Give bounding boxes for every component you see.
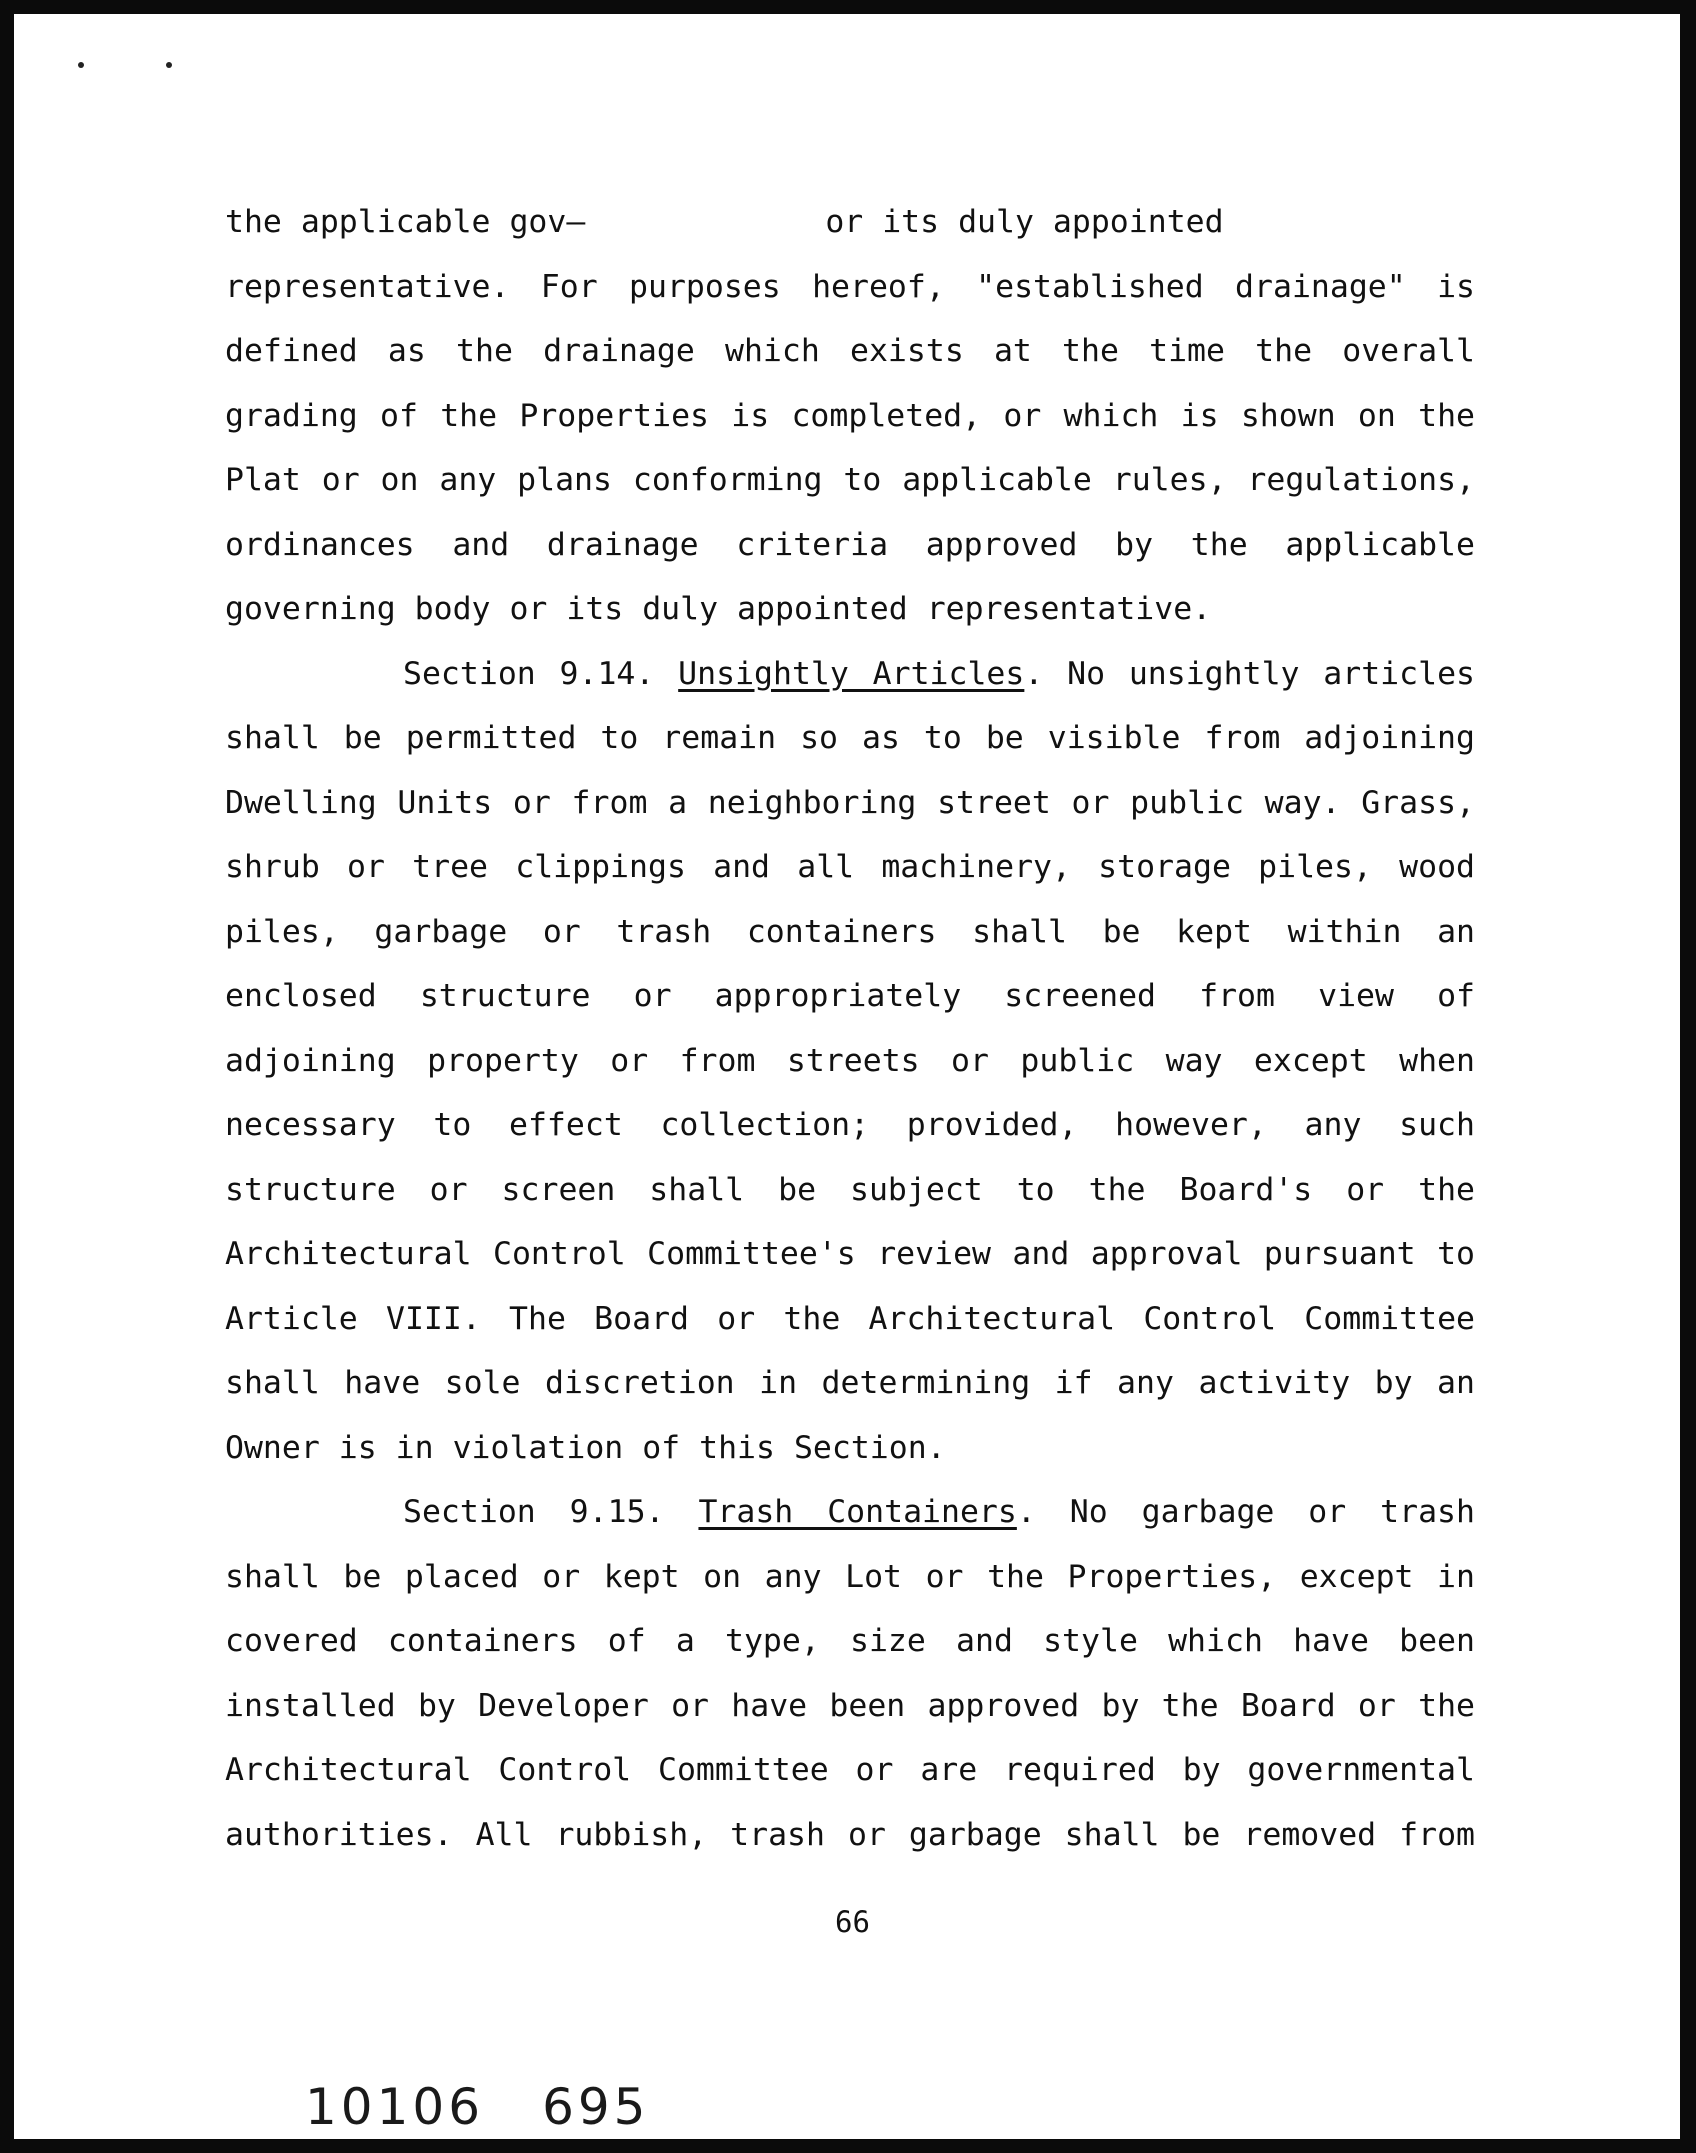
section-title: Trash Containers bbox=[698, 1494, 1017, 1530]
text-line: Architectural Control Committee's review and approval pursuant to bbox=[225, 1236, 1475, 1272]
scan-border-right bbox=[1680, 0, 1696, 2153]
text-line: shrub or tree clippings and all machinery, storage piles, wood bbox=[225, 849, 1475, 885]
text-fragment: or its duly appointed bbox=[825, 204, 1224, 240]
scan-speck bbox=[78, 62, 84, 68]
text-line: representative. For purposes hereof, "established drainage" is bbox=[225, 268, 1475, 305]
scan-border-top bbox=[0, 0, 1696, 14]
text-line bbox=[225, 190, 1475, 255]
text-line: ordinances and drainage criteria approved by the applicable bbox=[225, 526, 1475, 563]
stamp-book-number: 10106 bbox=[305, 2078, 485, 2136]
text-line: Architectural Control Committee or are required by governmental bbox=[225, 1752, 1475, 1788]
text-line: shall be permitted to remain so as to be visible from adjoining bbox=[225, 720, 1475, 756]
book-page-stamp bbox=[305, 2078, 650, 2136]
text-line: piles, garbage or trash containers shall be kept within an bbox=[225, 913, 1475, 950]
text-line: Dwelling Units or from a neighboring street or public way. Grass, bbox=[225, 784, 1475, 821]
text-line: Plat or on any plans conforming to applicable rules, regulations, bbox=[225, 462, 1475, 498]
text-line: defined as the drainage which exists at the time the overall bbox=[225, 333, 1475, 369]
section-number: Section 9.15. bbox=[403, 1494, 665, 1530]
section-number: Section 9.14. bbox=[403, 655, 655, 692]
document-body bbox=[225, 190, 1475, 1867]
scan-speck bbox=[166, 62, 172, 68]
text-line: shall be placed or kept on any Lot or the Properties, except in bbox=[225, 1558, 1475, 1595]
scan-border-bottom bbox=[0, 2139, 1696, 2153]
text-line: shall have sole discretion in determining if any activity by an bbox=[225, 1365, 1475, 1401]
text-line: necessary to effect collection; provided, however, any such bbox=[225, 1107, 1475, 1143]
text-line: installed by Developer or have been approved by the Board or the bbox=[225, 1687, 1475, 1724]
text-line: structure or screen shall be subject to the Board's or the bbox=[225, 1171, 1475, 1208]
text-line: adjoining property or from streets or public way except when bbox=[225, 1042, 1475, 1079]
section-title: Unsightly Articles bbox=[678, 655, 1025, 692]
text-line: Article VIII. The Board or the Architectural Control Committee bbox=[225, 1300, 1475, 1337]
text-line: authorities. All rubbish, trash or garbage shall be removed from bbox=[225, 1816, 1475, 1853]
section-lead: . No garbage or trash bbox=[1016, 1494, 1475, 1530]
text-line: grading of the Properties is completed, or which is shown on the bbox=[225, 397, 1475, 434]
section-lead: . No unsightly articles bbox=[1024, 655, 1476, 692]
scan-border-left bbox=[0, 0, 14, 2153]
text-line: covered containers of a type, size and style which have been bbox=[225, 1623, 1475, 1659]
text-line: enclosed structure or appropriately screened from view of bbox=[225, 978, 1475, 1014]
page-number: 66 bbox=[835, 1905, 870, 1939]
text-line: governing body or its duly appointed representative. bbox=[225, 591, 1212, 627]
section-heading-9-14 bbox=[225, 642, 1475, 707]
text-line: Owner is in violation of this Section. bbox=[225, 1429, 946, 1466]
text-fragment: the applicable gov— bbox=[225, 204, 586, 240]
section-heading-9-15 bbox=[225, 1480, 1475, 1545]
stamp-page-number: 695 bbox=[542, 2078, 650, 2136]
